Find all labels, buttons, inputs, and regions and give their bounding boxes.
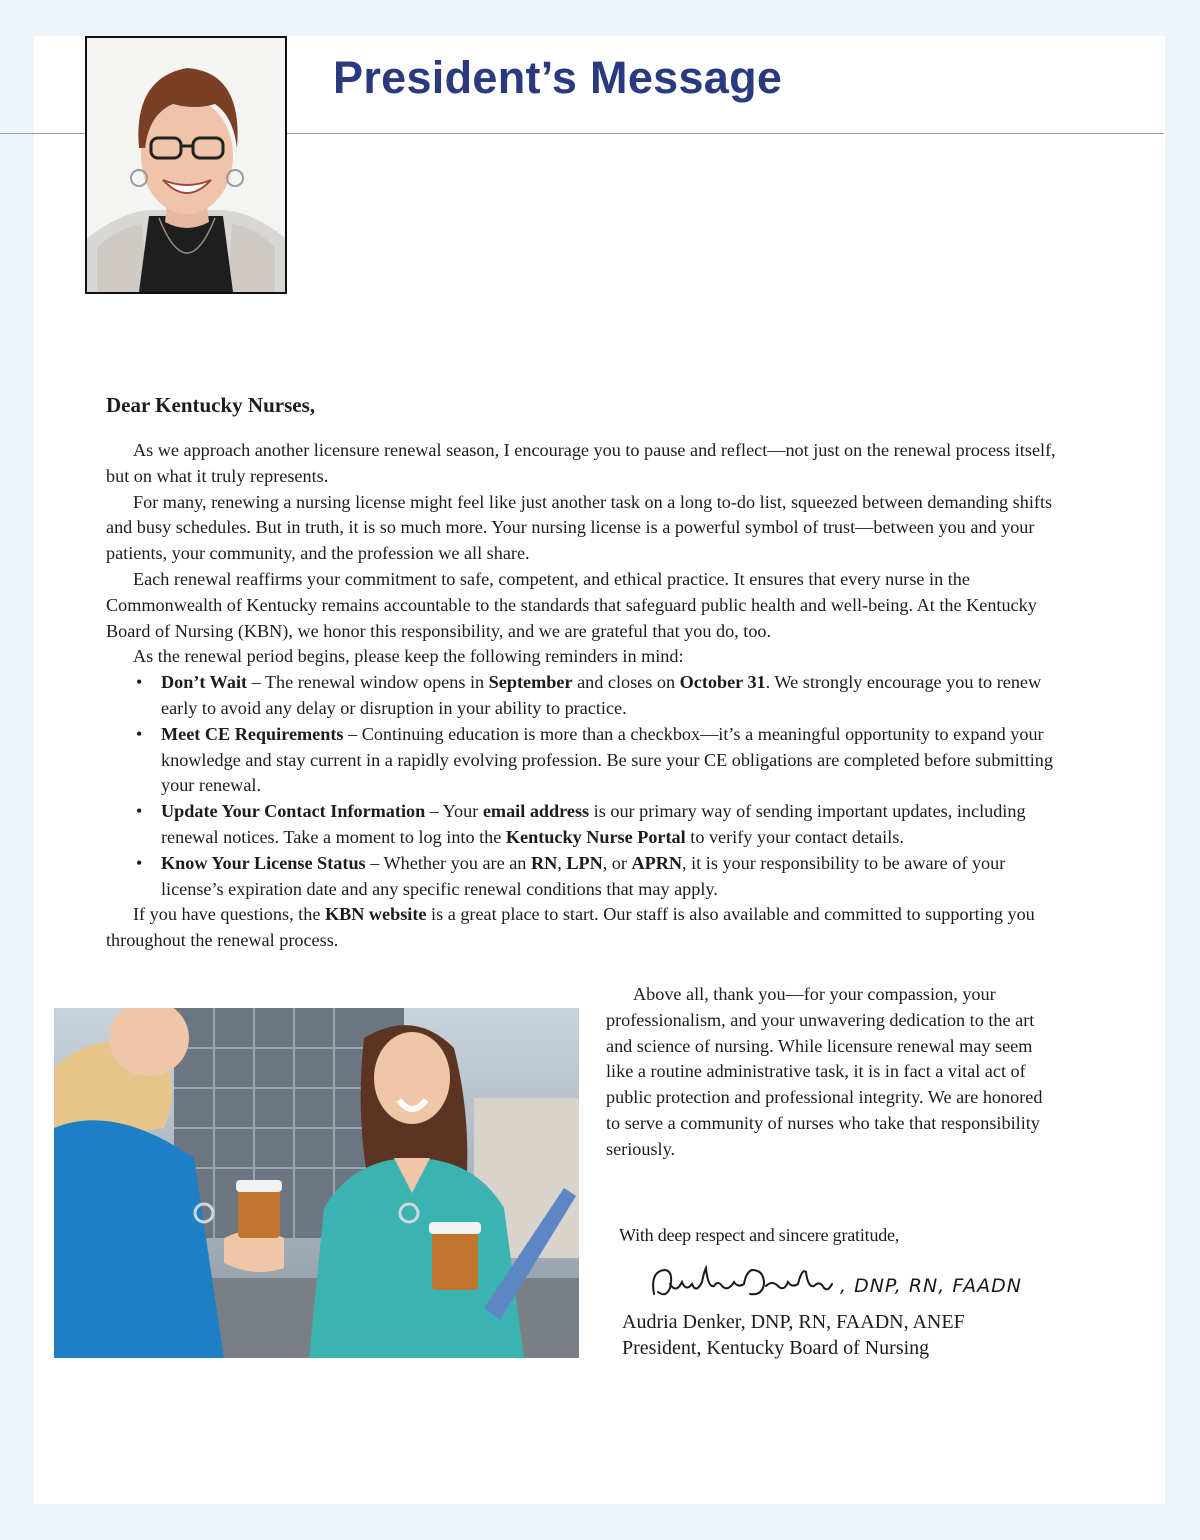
- paragraph-2: For many, renewing a nursing license might feel like just another task on a long to-do list, squeezed between demanding shifts and busy schedules. But in truth, it is so much more. Your nursing license is a powerful symbol of trust—between you and your patients, your community, and the profession we all share.: [106, 491, 1053, 564]
- reminder-ce-requirements: • Meet CE Requirements – Continuing education is more than a checkbox—it’s a meaningful opportunity to expand your knowledge and stay current in a rapidly evolving profession. Be sure your CE obligations are completed before submitting your renewal.: [136, 723, 1053, 796]
- paragraph-4: As the renewal period begins, please keep the following reminders in mind:: [133, 646, 684, 667]
- bullet-icon: •: [136, 801, 143, 822]
- signoff: With deep respect and sincere gratitude,: [619, 1225, 900, 1245]
- salutation: Dear Kentucky Nurses,: [106, 393, 316, 417]
- page-title: President’s Message: [333, 52, 783, 103]
- bullet-icon: •: [136, 672, 143, 693]
- closing-paragraph: Above all, thank you—for your compassion, your professionalism, and your unwavering dedication to the art and science of nursing. While licensure renewal may seem like a routine administrative task, it is in fact a vital act of public protection and professional integrity. We are honored to serve a community of nurses who take that responsibility seriously.: [606, 984, 1043, 1159]
- closing-paragraph-block: [606, 982, 1061, 1163]
- signer-block: [622, 1309, 965, 1361]
- signer-title: President, Kentucky Board of Nursing: [622, 1337, 930, 1359]
- reminder-list: [106, 670, 1066, 902]
- reminder-contact-info: • Update Your Contact Information – Your email address is our primary way of sending important updates, including renewal notices. Take a moment to log into the Kentucky Nurse Portal to verify your contact details.: [136, 801, 1026, 847]
- handwritten-signature: [648, 1258, 1068, 1306]
- bullet-icon: •: [136, 723, 143, 744]
- president-portrait: [85, 36, 287, 294]
- signature-credentials: , DNP, RN, FAADN: [840, 1275, 1022, 1297]
- nurses-photo: [54, 1008, 579, 1358]
- reminder-license-status: • Know Your License Status – Whether you are an RN, LPN, or APRN, it is your responsibility to be aware of your license’s expiration date and any specific renewal conditions that may apply.: [136, 852, 1006, 899]
- paragraph-1: As we approach another licensure renewal season, I encourage you to pause and reflect—not just on the renewal process itself, but on what it truly represents.: [106, 440, 1056, 486]
- reminder-dont-wait: • Don’t Wait – The renewal window opens in September and closes on October 31. We strongly encourage you to renew early to avoid any delay or disruption in your ability to practice.: [136, 672, 1042, 718]
- letter-body: [106, 438, 1066, 954]
- paragraph-5: If you have questions, the KBN website is a great place to start. Our staff is also available and committed to supporting you throughout the renewal process.: [106, 904, 1035, 951]
- paragraph-3: Each renewal reaffirms your commitment to safe, competent, and ethical practice. It ensures that every nurse in the Commonwealth of Kentucky remains accountable to the standards that safeguard public health and well-being. At the Kentucky Board of Nursing (KBN), we honor this responsibility, and we are grateful that you do, too.: [106, 568, 1037, 641]
- bullet-icon: •: [136, 852, 143, 873]
- signer-name: Audria Denker, DNP, RN, FAADN, ANEF: [622, 1311, 965, 1333]
